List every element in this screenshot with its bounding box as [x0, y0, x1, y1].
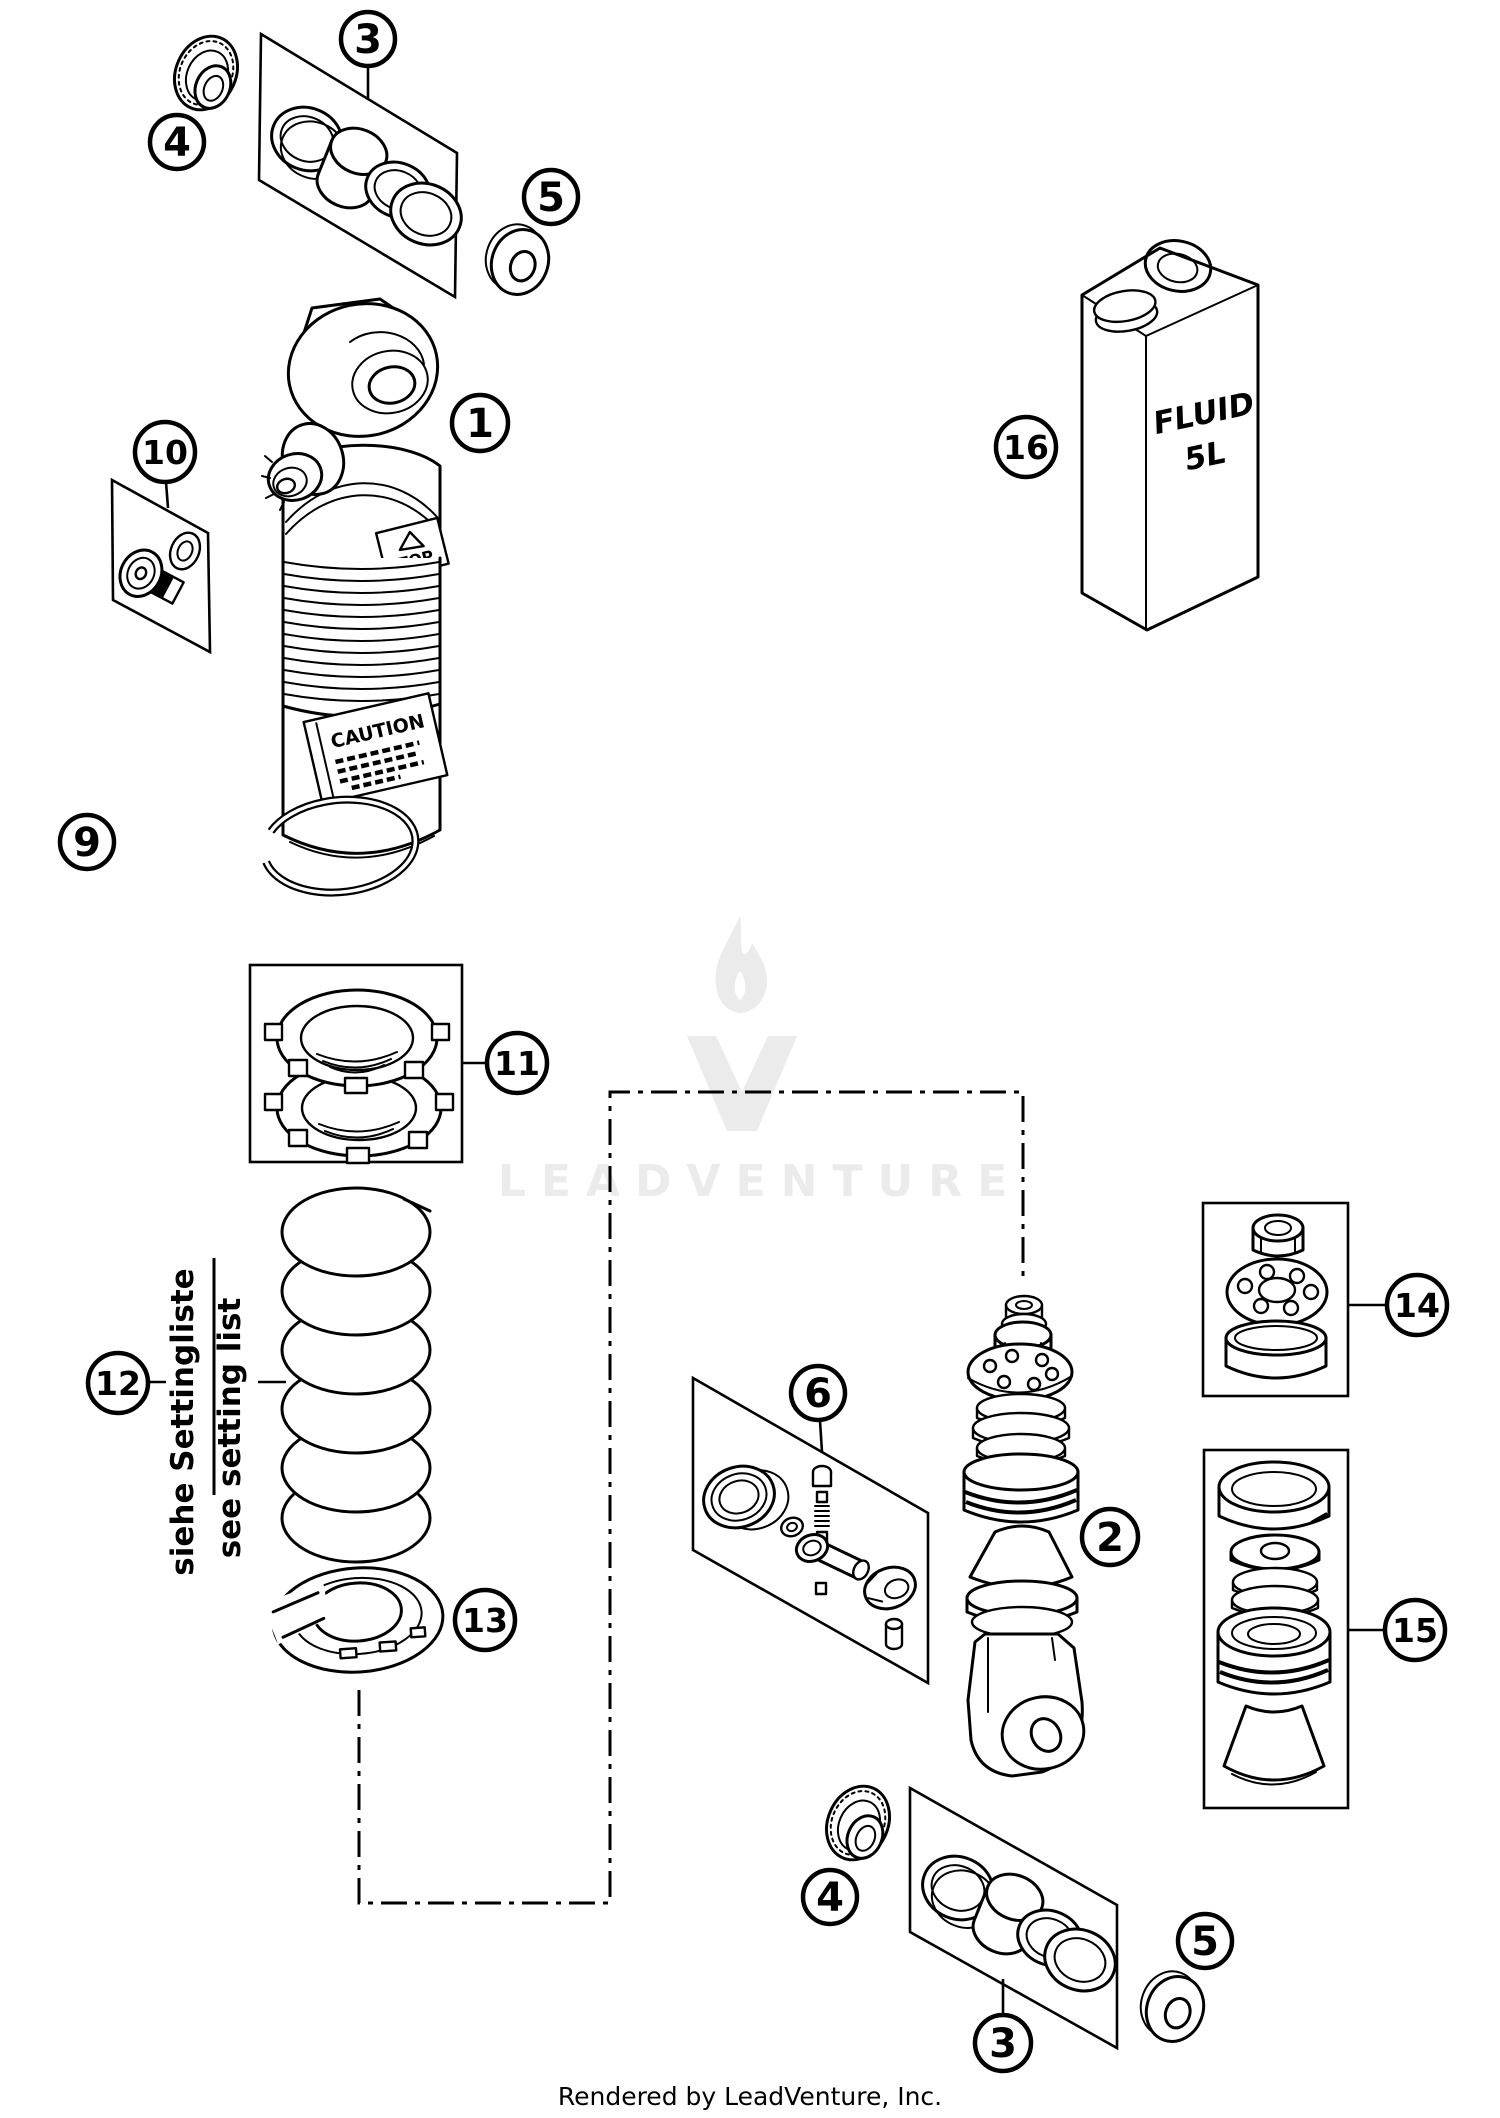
- stop-washer: [1231, 1535, 1319, 1570]
- svg-text:5: 5: [1191, 1919, 1219, 1965]
- v-logo-notch: [734, 1036, 750, 1054]
- pivot-plate: [1227, 1259, 1327, 1325]
- fluid-label-line2: 5L: [1184, 434, 1226, 479]
- clevis: [968, 1634, 1091, 1777]
- callout-4-top[interactable]: [150, 115, 204, 169]
- footer-credit: Rendered by LeadVenture, Inc.: [557, 2082, 943, 2111]
- part-2-piston-rod-assembly: [964, 1296, 1091, 1777]
- callout-15[interactable]: [1385, 1600, 1445, 1660]
- svg-text:11: 11: [494, 1044, 540, 1083]
- part-5-washer-top: [476, 216, 559, 302]
- grooved-collar: [964, 1454, 1078, 1522]
- part-3-seal-kit-bottom: [911, 1846, 1124, 2002]
- part-15-seal-head-kit: [1218, 1462, 1330, 1785]
- svg-text:3: 3: [354, 17, 382, 63]
- callout-16[interactable]: [996, 417, 1056, 477]
- callout-6[interactable]: [791, 1366, 845, 1420]
- part-10-screw-and-washer: [112, 528, 206, 614]
- callout-14[interactable]: [1387, 1275, 1447, 1335]
- callout-5-bottom[interactable]: [1178, 1914, 1232, 1968]
- svg-text:1: 1: [466, 401, 494, 447]
- part-6-piston-kit: [695, 1452, 921, 1649]
- callout-5-top[interactable]: [524, 170, 578, 224]
- part-14-bearing-kit: [1226, 1215, 1327, 1378]
- svg-text:12: 12: [95, 1364, 141, 1403]
- part-1-shock-absorber: [262, 290, 450, 858]
- small-pin: [886, 1619, 902, 1649]
- shock-reservoir-canister: [283, 693, 447, 857]
- spring-setting-note: [165, 1258, 248, 1576]
- seal-head-body: [1218, 1608, 1330, 1694]
- part-16-fluid-can: [1082, 235, 1258, 630]
- callout-1[interactable]: [452, 395, 508, 451]
- svg-text:10: 10: [142, 433, 188, 472]
- svg-text:6: 6: [804, 1371, 832, 1417]
- fluid-label-line1: FLUID: [1153, 385, 1255, 443]
- callout-13[interactable]: [455, 1590, 515, 1650]
- callout-10[interactable]: [135, 422, 195, 482]
- callout-3-bottom[interactable]: [975, 2015, 1031, 2071]
- piston-plate: [968, 1344, 1072, 1400]
- leadventure-watermark: [498, 916, 1022, 1207]
- needle-and-spring: [813, 1466, 831, 1542]
- callout-12[interactable]: [88, 1353, 148, 1413]
- svg-text:16: 16: [1003, 428, 1049, 467]
- svg-text:4: 4: [163, 120, 191, 166]
- open-cup-ring: [1219, 1462, 1329, 1529]
- svg-text:15: 15: [1392, 1611, 1438, 1650]
- part-4-seal-cap-bottom: [815, 1776, 901, 1870]
- svg-text:13: 13: [462, 1601, 508, 1640]
- part-13-spring-retainer: [263, 1562, 447, 1678]
- part-3-seal-kit-top: [260, 97, 470, 256]
- bottom-cone: [1224, 1706, 1324, 1785]
- part-5-washer-bottom: [1131, 1963, 1214, 2049]
- spring-note-german: siehe Settingliste: [165, 1268, 201, 1576]
- svg-text:9: 9: [73, 820, 101, 866]
- part-4-seal-cap-top: [163, 26, 249, 120]
- svg-text:2: 2: [1096, 1515, 1124, 1561]
- svg-text:14: 14: [1394, 1286, 1440, 1325]
- callout-11[interactable]: [487, 1033, 547, 1093]
- shock-threaded-section: [283, 558, 440, 706]
- part-12-spring: [282, 1188, 430, 1562]
- callout-9[interactable]: [60, 815, 114, 869]
- caution-label-title: CAUTION: [328, 710, 427, 754]
- svg-text:3: 3: [989, 2021, 1017, 2067]
- callout-4-bottom[interactable]: [803, 1870, 857, 1924]
- callout-3-top[interactable]: [341, 12, 395, 66]
- svg-text:5: 5: [537, 175, 565, 221]
- bump-rubber: [967, 1526, 1077, 1637]
- lock-nut: [1253, 1215, 1303, 1256]
- callout-2[interactable]: [1082, 1509, 1138, 1565]
- support-cup: [1226, 1321, 1326, 1378]
- part-11-adjusting-rings: [265, 990, 453, 1163]
- assembly-centerline: [359, 1092, 1023, 1903]
- svg-text:4: 4: [816, 1875, 844, 1921]
- spring-note-english: see setting list: [212, 1297, 248, 1559]
- valve-body: [792, 1530, 872, 1594]
- watermark-text: LEADVENTURE: [497, 1156, 1023, 1207]
